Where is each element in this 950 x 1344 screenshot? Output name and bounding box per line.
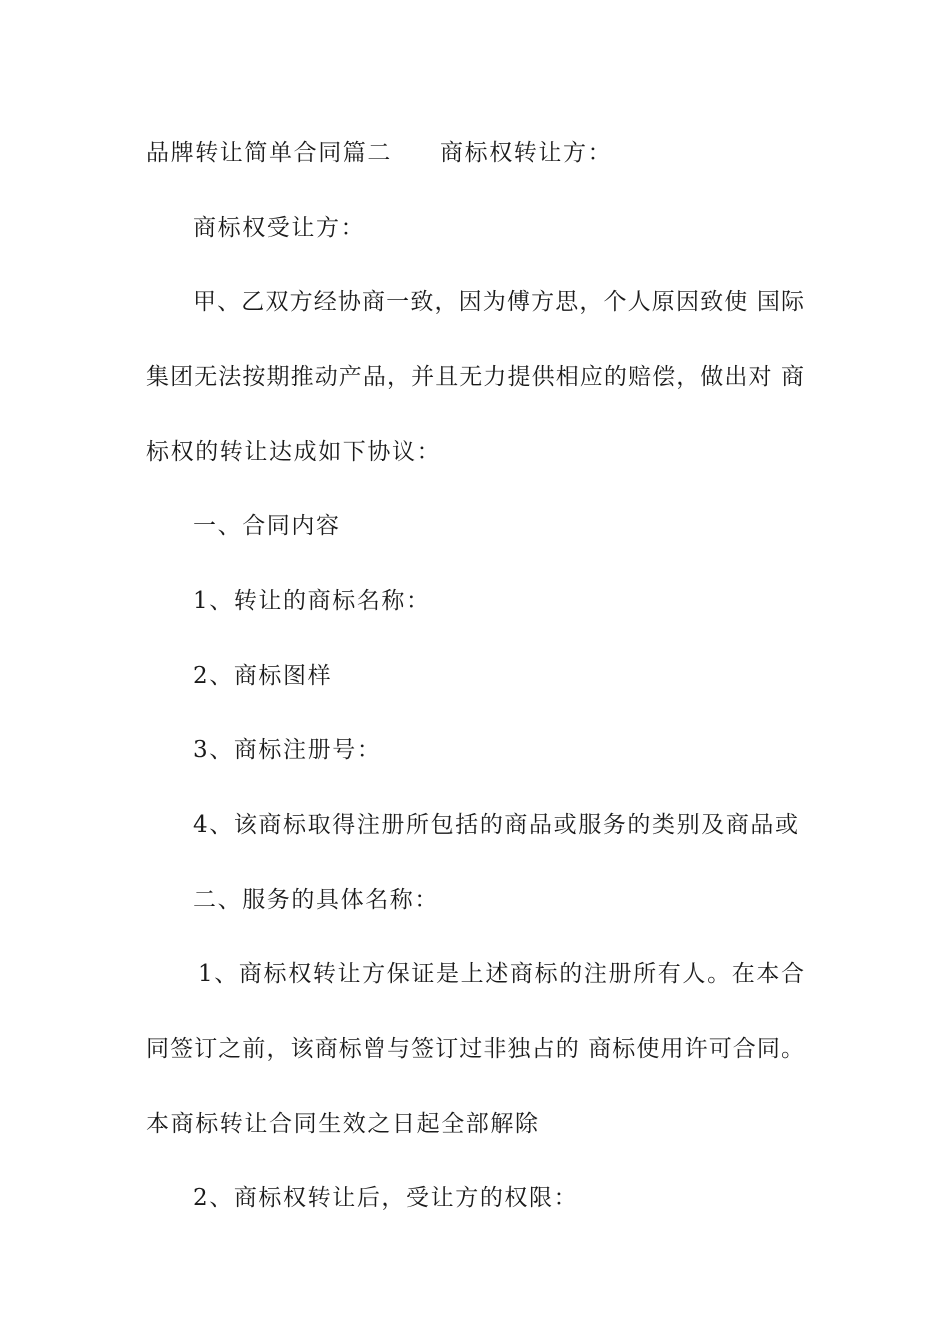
paragraph-line: 同签订之前，该商标曾与签订过非独占的 商标使用许可合同。	[146, 1036, 804, 1062]
list-item: 4、该商标取得注册所包括的商品或服务的类别及商品或	[193, 812, 800, 838]
paragraph-line: 集团无法按期推动产品，并且无力提供相应的赔偿，做出对 商	[146, 364, 804, 390]
list-item: 2、商标权转让后，受让方的权限：	[193, 1185, 579, 1211]
transferor-label: 商标权转让方：	[440, 140, 613, 166]
paragraph-line: 甲、乙双方经协商一致，因为傅方思，个人原因致使 国际	[193, 289, 804, 315]
document-heading: 品牌转让简单合同篇二	[146, 140, 392, 166]
assignee-label: 商标权受让方：	[193, 215, 366, 241]
list-item: 2、商标图样	[193, 663, 333, 689]
paragraph-line: 标权的转让达成如下协议：	[146, 439, 442, 465]
section-title: 二、服务的具体名称：	[193, 887, 439, 913]
list-item: 1、转让的商标名称：	[193, 588, 431, 614]
paragraph-line: 本商标转让合同生效之日起全部解除	[146, 1111, 540, 1137]
section-title: 一、合同内容	[193, 513, 341, 539]
paragraph-line: 1、商标权转让方保证是上述商标的注册所有人。在本合	[198, 961, 804, 987]
heading-line	[146, 138, 612, 168]
list-item: 3、商标注册号：	[193, 737, 382, 763]
